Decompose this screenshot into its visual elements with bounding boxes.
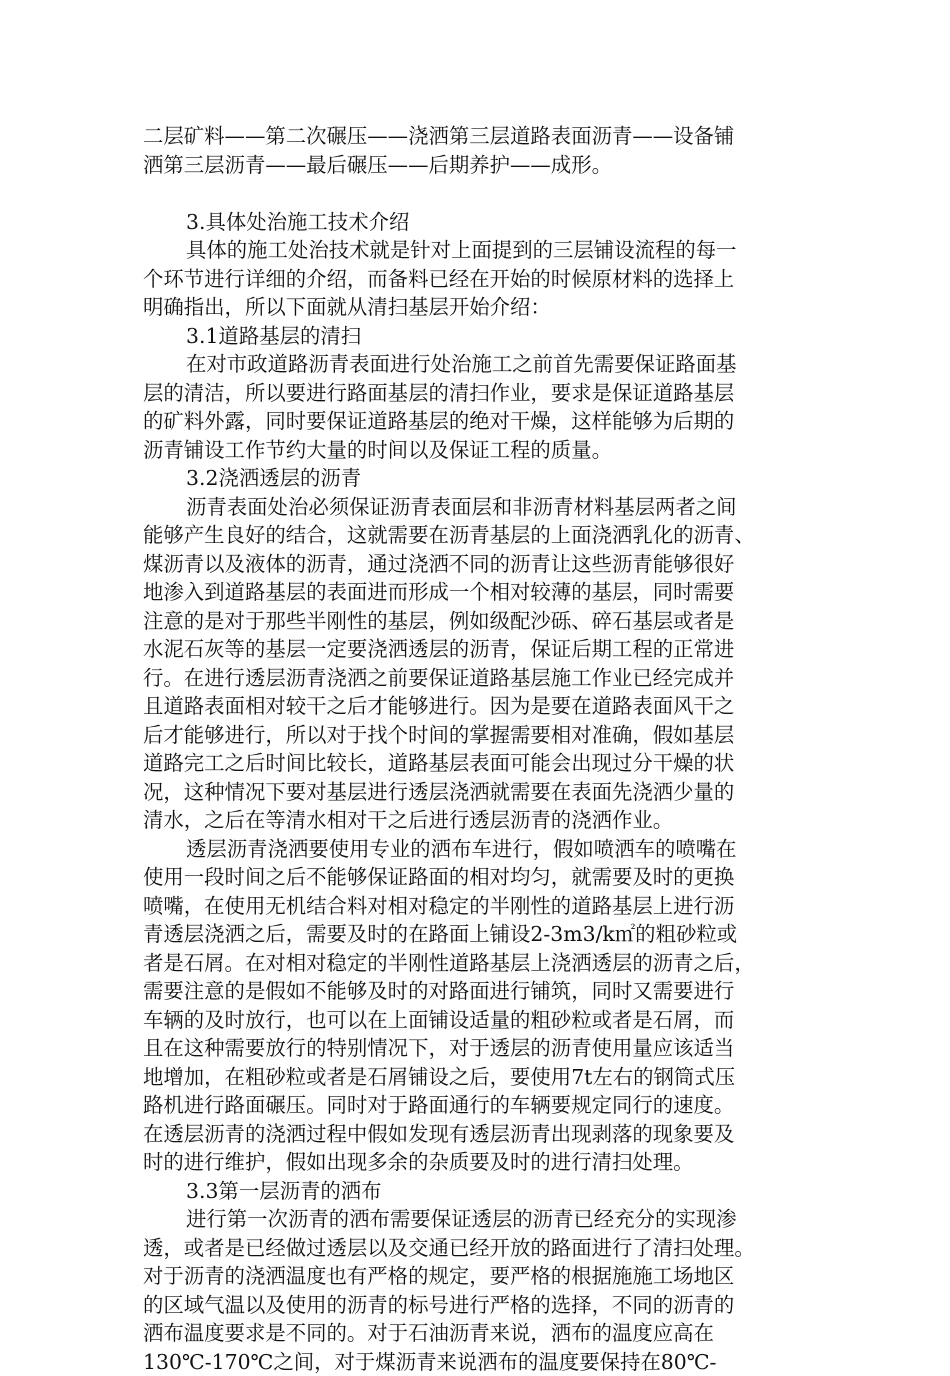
text-line: 二层矿料——第二次碾压——浇洒第三层道路表面沥青——设备铺 [143, 122, 808, 151]
text-line: 需要注意的是假如不能够及时的对路面进行铺筑，同时又需要进行 [143, 977, 808, 1006]
text-line: 进行第一次沥青的洒布需要保证透层的沥青已经充分的实现渗 [143, 1205, 808, 1234]
text-line: 能够产生良好的结合，这就需要在沥青基层的上面浇洒乳化的沥青、 [143, 521, 808, 550]
text-line: 地渗入到道路基层的表面进而形成一个相对较薄的基层，同时需要 [143, 578, 808, 607]
text-line: 车辆的及时放行，也可以在上面铺设适量的粗砂粒或者是石屑，而 [143, 1006, 808, 1035]
text-line: 道路完工之后时间比较长，道路基层表面可能会出现过分干燥的状 [143, 749, 808, 778]
text-line: 透层沥青浇洒要使用专业的洒布车进行，假如喷洒车的喷嘴在 [143, 835, 808, 864]
text-line: 洒布温度要求是不同的。对于石油沥青来说，洒布的温度应高在 [143, 1319, 808, 1348]
text-line: 况，这种情况下要对基层进行透层浇洒就需要在表面先浇洒少量的 [143, 778, 808, 807]
text-line: 明确指出，所以下面就从清扫基层开始介绍： [143, 293, 808, 322]
text-line: 路机进行路面碾压。同时对于路面通行的车辆要规定同行的速度。 [143, 1091, 808, 1120]
section-3-1-paragraph [143, 350, 808, 464]
text-line: 在对市政道路沥青表面进行处治施工之前首先需要保证路面基 [143, 350, 808, 379]
text-line: 使用一段时间之后不能够保证路面的相对均匀，就需要及时的更换 [143, 863, 808, 892]
section-3-1-heading: 3.1道路基层的清扫 [143, 322, 808, 351]
section-3-2-paragraph-1 [143, 493, 808, 835]
text-line: 沥青表面处治必须保证沥青表面层和非沥青材料基层两者之间 [143, 493, 808, 522]
text-line: 注意的是对于那些半刚性的基层，例如级配沙砾、碎石基层或者是 [143, 607, 808, 636]
text-line: 洒第三层沥青——最后碾压——后期养护——成形。 [143, 151, 808, 180]
text-line: 且在这种需要放行的特别情况下，对于透层的沥青使用量应该适当 [143, 1034, 808, 1063]
text-line: 者是石屑。在对相对稳定的半刚性道路基层上浇洒透层的沥青之后， [143, 949, 808, 978]
blank-line [143, 179, 808, 208]
text-line: 清水，之后在等清水相对干之后进行透层沥青的浇洒作业。 [143, 806, 808, 835]
text-line: 个环节进行详细的介绍，而备料已经在开始的时候原材料的选择上 [143, 265, 808, 294]
section-3-3-heading: 3.3第一层沥青的洒布 [143, 1177, 808, 1206]
text-line: 对于沥青的浇洒温度也有严格的规定，要严格的根据施施工场地区 [143, 1262, 808, 1291]
section-3-paragraph [143, 236, 808, 322]
text-line: 沥青铺设工作节约大量的时间以及保证工程的质量。 [143, 436, 808, 465]
text-line: 的矿料外露，同时要保证道路基层的绝对干燥，这样能够为后期的 [143, 407, 808, 436]
text-line: 130℃-170℃之间，对于煤沥青来说洒布的温度要保持在80℃- [143, 1348, 808, 1376]
document-page [143, 122, 808, 1376]
text-line: 时的进行维护，假如出现多余的杂质要及时的进行清扫处理。 [143, 1148, 808, 1177]
text-line: 层的清洁，所以要进行路面基层的清扫作业，要求是保证道路基层 [143, 379, 808, 408]
section-3-2-paragraph-2 [143, 835, 808, 1177]
text-line: 地增加，在粗砂粒或者是石屑铺设之后，要使用7t左右的钢筒式压 [143, 1063, 808, 1092]
section-3-heading: 3.具体处治施工技术介绍 [143, 208, 808, 237]
text-line: 具体的施工处治技术就是针对上面提到的三层铺设流程的每一 [143, 236, 808, 265]
text-line: 青透层浇洒之后，需要及时的在路面上铺设2-3m3/k㎡的粗砂粒或 [143, 920, 808, 949]
text-line: 水泥石灰等的基层一定要浇洒透层的沥青，保证后期工程的正常进 [143, 635, 808, 664]
section-3-3-paragraph [143, 1205, 808, 1376]
text-line: 透，或者是已经做过透层以及交通已经开放的路面进行了清扫处理。 [143, 1234, 808, 1263]
text-line: 且道路表面相对较干之后才能够进行。因为是要在道路表面风干之 [143, 692, 808, 721]
text-line: 煤沥青以及液体的沥青，通过浇洒不同的沥青让这些沥青能够很好 [143, 550, 808, 579]
intro-paragraph [143, 122, 808, 179]
section-3-2-heading: 3.2浇洒透层的沥青 [143, 464, 808, 493]
text-line: 后才能够进行，所以对于找个时间的掌握需要相对准确，假如基层 [143, 721, 808, 750]
text-line: 的区域气温以及使用的沥青的标号进行严格的选择，不同的沥青的 [143, 1291, 808, 1320]
text-line: 行。在进行透层沥青浇洒之前要保证道路基层施工作业已经完成并 [143, 664, 808, 693]
text-line: 在透层沥青的浇洒过程中假如发现有透层沥青出现剥落的现象要及 [143, 1120, 808, 1149]
text-line: 喷嘴，在使用无机结合料对相对稳定的半刚性的道路基层上进行沥 [143, 892, 808, 921]
